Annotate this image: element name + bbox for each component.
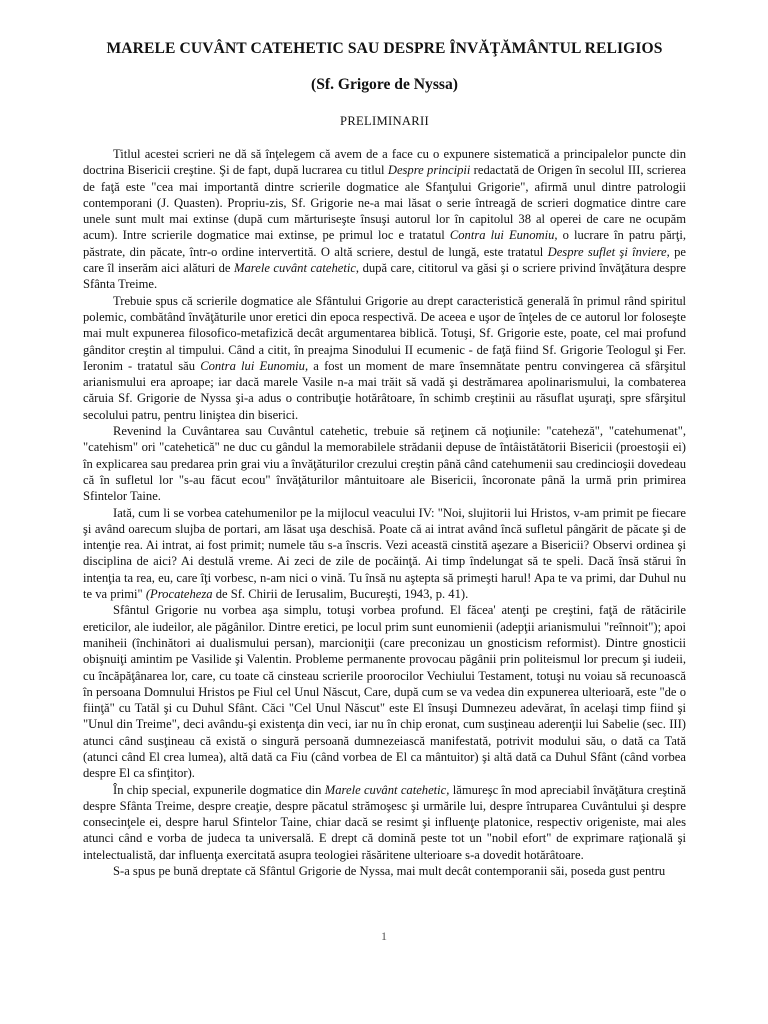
italic-segment: Despre principii: [387, 163, 471, 178]
document-author: (Sf. Grigore de Nyssa): [311, 76, 458, 93]
text-segment: Trebuie spus că scrierile dogmatice ale Sfântului Grigorie au drept caracteristică generală în primul rând spiritul polemic, combătând învăţăturile unor eretici din epoca respectivă. De aceea e uşor de înţeles de ce autorul lor foloseşte mai mult expunerea filosofico-metafizică decât argumentarea biblică. Totuşi, Sf. Grigorie este, poate, cel mai profund gânditor creştin al timpului. Când a citit, în preajma Sinodului II ecumenic - de faţă fiind Sf. Grigorie Teologul şi Fer. Ieronim - tratatul său: [83, 293, 686, 373]
text-segment: , după care, cititorul va găsi şi o scriere privind învăţătura despre Sfânta Treime.: [83, 261, 686, 292]
paragraph: [83, 602, 686, 781]
page-number: 1: [381, 929, 387, 943]
text-segment: o lucrare în patru părţi, păstrate, din păcate, într-o ordine intervertită. O altă scriere, destul de lungă, este tratatul: [83, 228, 687, 259]
italic-segment: Contra lui Eunomiu,: [449, 228, 558, 243]
italic-segment: Marele cuvânt catehetic,: [324, 782, 450, 797]
text-segment: redactată de Origen în secolul III, scrierea de faţă este "cea mai importantă dintre scrierile dogmatice ale Sfanţului Grigorie", afirmă unul dintre patrologii contemporani (J. Quasten). Propriu-zis, Sf. Grigorie ne-a mai lăsat o serie întreagă de scrieri dogmatice dintre care unele sunt mult mai extinse (după cum mărturiseşte însuşi autorul lor în capitolul 38 al operei de care ne ocupăm acum). Intre scrierile dogmatice mai extinse, pe primul loc e tratatul: [83, 163, 686, 243]
document-body: [83, 146, 686, 879]
text-segment: Iată, cum li se vorbea catehumenilor pe la mijlocul veacului IV: "Noi, slujitorii lui Hristos, v-am primit pe fiecare şi având oarecum slujba de portari, am lăsat uşa deschisă. Poate că ai intrat având încă sufletul pângărit de păcate şi de intenţie rea. Ai intrat, ai fost primit; numele tău s-a înscris. Vezi aceastä cinstită aşezare a Bisericii? Observi ordinea şi disciplina de aici? Ai destulă vreme. Ai zeci de zile de pocăinţă. Ai timp îndelungat să te speli. Dacă însă stărui în intenţia ta rea, eu, care îţi vorbesc, n-am nici o vină. Tu însă nu aştepta să primeşti harul! Apa te va primi, dar Duhul nu te va primi": [83, 505, 686, 602]
text-segment: lămureşc în mod apreciabil învăţătura creştină despre Sfânta Treime, despre creaţie, despre păcatul strămoşesc şi urmările lui, despre întruparea Cuvântului şi despre consecinţele ei, despre harul Sfintelor Taine, chiar dacă se resimt şi influenţe platonice, respectiv origeniste, mai ales atunci când e vorba de judeca ta universală. E drept că domină peste tot un "nobil efort" de exprimare raţională şi intelectualistă, dar influenţa exercitată asupra teologiei răsăritene ulterioare s-a dovedit hotărâtoare.: [83, 782, 687, 862]
text-segment: În chip special, expunerile dogmatice din: [113, 782, 325, 797]
italic-segment: Marele cuvânt catehetic: [234, 261, 356, 276]
italic-segment: Despre suflet şi înviere,: [547, 244, 670, 259]
paragraph: [83, 146, 686, 293]
text-segment: de Sf. Chirii de Ierusalim, Bucureşti, 1943, p. 41).: [212, 587, 469, 602]
document-title: MARELE CUVÂNT CATEHETIC SAU DESPRE ÎNVĂŢĂMÂNTUL RELIGIOS: [106, 40, 663, 57]
text-segment: Titlul acestei scrieri ne dă să înţelegem că avem de a face cu o expunere sistematică a principalelor puncte din doctrina Bisericii creştine. Şi de fapt, după lucrarea cu titlul: [83, 147, 686, 178]
section-heading: PRELIMINARII: [340, 114, 429, 128]
paragraph: [83, 293, 686, 423]
italic-segment: (Procateheza: [145, 587, 213, 602]
paragraph: [83, 423, 686, 504]
paragraph: [83, 863, 686, 879]
italic-segment: Contra lui Eunomiu,: [200, 358, 309, 373]
text-segment: Sfântul Grigorie nu vorbea aşa simplu, totuşi vorbea profund. El făcea' atenţi pe creştini, faţă de rătăcirile ereticilor, ale iudeilor, ale păgânilor. Dintre eretici, pe locul prim sunt eunomienii (adepţii arianismului "reînnoit"); apoi maniheii (închinători ai dualismului persan), marcioniţii (care preconizau un gnosticism reformist). Dintre gnosticii obişnuiţi amintim pe Vasilide şi Valentin. Probleme permanente provocau păgânii prin politeismul lor precum şi iudeii, cu încăpăţânarea lor, care, cu toate că cinsteau scrierile proorocilor Vechiului Testament, totuşi nu voiau să recunoască în persoana Domnului Hristos pe Fiul cel Unul Născut, Care, după cum se va vedea din expunerea ulterioară, este "de o fiinţă" cu Tatăl şi cu Duhul Sfânt. Căci "Cel Unul Născut" este El însuşi Dumnezeu adevărat, în acelaşi timp fiind şi "Unul din Treime", deci avându-şi existenţa din veci, iar nu în chip eronat, cum susţineau aderenţii lui Sabelie (sec. III) atunci când susţineau că există o singură persoană dumnezeiască manifestată, potrivit modului său, o dată ca Tată (atunci când El crea lumea), altă dată ca Fiu (când vorbea de El ca mântuitor) şi altă dată ca Duhul Sfânt (când vorbea despre El ca sfinţitor).: [83, 603, 686, 781]
text-segment: pe care îl inserăm aici alături de: [83, 244, 686, 276]
text-segment: a fost un moment de mare însemnătate pentru convingerea că sfârşitul arianismului era aproape; iar dacă marele Vasile n-a mai trăit să vadă şi destrămarea apolinarismului, la combaterea căruia Sf. Grigorie de Nyssa şi-a adus o contribuţie hotărâtoare, în schimb creştinii au răsuflat uşuraţi, spre sfârşitul secolului patru, pentru liniştea din biserici.: [83, 358, 686, 422]
text-segment: Revenind la Cuvântarea sau Cuvântul catehetic, trebuie să reţinem că noţiunile: "cateheză", "catehumenat", "catehism" ori "catehetică" ne duc cu gândul la memorabilele strădanii depuse de întâistătătorii Bisericii (proestoşii ei) în explicarea sau predarea prin grai viu a învăţăturilor crezului creştin până când catehumenii sau credincioşii dovedeau că în sufletul lor "s-au făcut ecou" învăţăturilor mântuitoare ale Bisericii, încoronate până la urmă prin primirea Sfintelor Taine.: [83, 424, 686, 504]
document-page: [83, 40, 686, 879]
paragraph: [83, 505, 686, 603]
text-segment: S-a spus pe bună dreptate că Sfântul Grigorie de Nyssa, mai mult decât contemporanii săi, poseda gust pentru: [113, 864, 666, 879]
paragraph: [83, 782, 686, 863]
